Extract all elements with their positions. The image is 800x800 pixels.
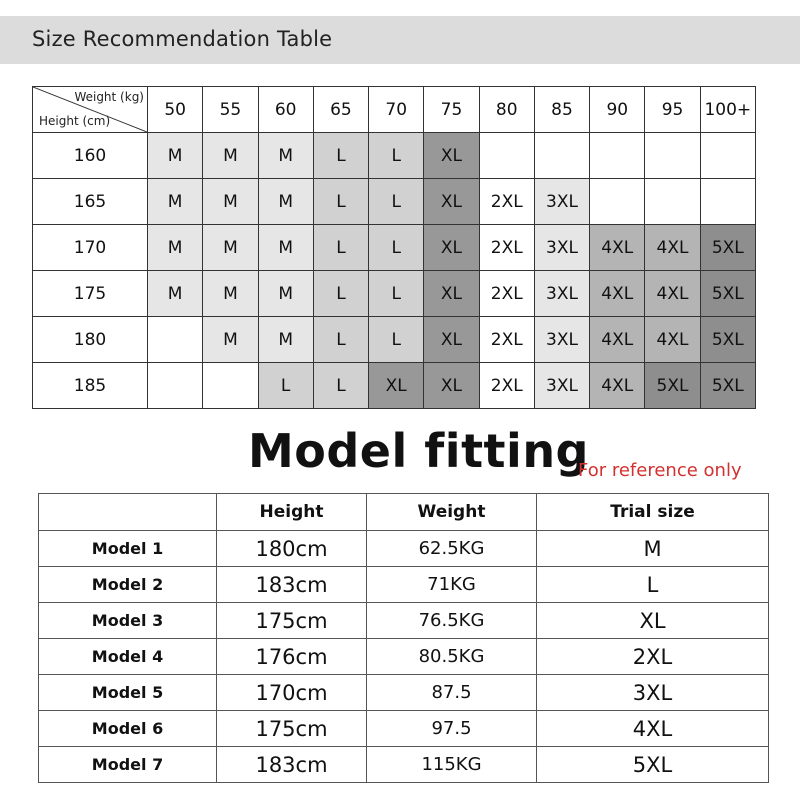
size-cell: 4XL xyxy=(590,317,645,363)
size-cell: 3XL xyxy=(534,225,589,271)
model-name-cell: Model 4 xyxy=(39,639,217,675)
model-weight-cell: 76.5KG xyxy=(367,603,537,639)
empty-size-cell xyxy=(148,363,203,409)
size-cell: M xyxy=(203,225,258,271)
size-cell: XL xyxy=(424,133,479,179)
weight-header-cell: 55 xyxy=(203,87,258,133)
model-trial-size-cell: XL xyxy=(537,603,769,639)
size-cell: 4XL xyxy=(645,271,700,317)
size-cell: L xyxy=(313,179,368,225)
model-trial-size-cell: 2XL xyxy=(537,639,769,675)
size-cell: XL xyxy=(424,225,479,271)
model-height-cell: 183cm xyxy=(217,567,367,603)
size-cell: L xyxy=(258,363,313,409)
size-cell: M xyxy=(148,179,203,225)
size-cell: M xyxy=(258,225,313,271)
weight-header-cell: 75 xyxy=(424,87,479,133)
weight-header-cell: 70 xyxy=(369,87,424,133)
size-table-row xyxy=(33,225,756,271)
empty-size-cell xyxy=(479,133,534,179)
model-row xyxy=(39,567,769,603)
model-fitting-title: Model fitting xyxy=(248,424,589,478)
size-cell: 4XL xyxy=(590,363,645,409)
model-row xyxy=(39,747,769,783)
weight-header-cell: 100+ xyxy=(700,87,755,133)
model-name-cell: Model 6 xyxy=(39,711,217,747)
size-table-title: Size Recommendation Table xyxy=(32,27,333,51)
size-recommendation-table xyxy=(32,86,756,409)
model-name-cell: Model 2 xyxy=(39,567,217,603)
size-cell: L xyxy=(313,133,368,179)
size-cell: 5XL xyxy=(700,225,755,271)
weight-header-cell: 60 xyxy=(258,87,313,133)
size-cell: 4XL xyxy=(590,225,645,271)
empty-size-cell xyxy=(534,133,589,179)
size-cell: M xyxy=(258,317,313,363)
model-weight-cell: 80.5KG xyxy=(367,639,537,675)
model-trial-size-cell: 4XL xyxy=(537,711,769,747)
size-cell: 3XL xyxy=(534,317,589,363)
size-cell: L xyxy=(369,179,424,225)
size-cell: XL xyxy=(424,271,479,317)
size-cell: L xyxy=(313,363,368,409)
model-row xyxy=(39,531,769,567)
model-name-cell: Model 7 xyxy=(39,747,217,783)
height-cell: 170 xyxy=(33,225,148,271)
size-cell: XL xyxy=(424,179,479,225)
weight-header-cell: 95 xyxy=(645,87,700,133)
size-cell: 5XL xyxy=(700,317,755,363)
model-name-cell: Model 3 xyxy=(39,603,217,639)
model-header-height: Height xyxy=(217,494,367,531)
size-cell: L xyxy=(313,225,368,271)
model-height-cell: 170cm xyxy=(217,675,367,711)
model-height-cell: 176cm xyxy=(217,639,367,675)
size-cell: M xyxy=(148,271,203,317)
empty-size-cell xyxy=(148,317,203,363)
size-cell: 5XL xyxy=(645,363,700,409)
size-cell: M xyxy=(258,133,313,179)
model-name-cell: Model 1 xyxy=(39,531,217,567)
size-cell: 4XL xyxy=(590,271,645,317)
size-table-header-row xyxy=(33,87,756,133)
model-height-cell: 180cm xyxy=(217,531,367,567)
size-table-row xyxy=(33,363,756,409)
model-row xyxy=(39,603,769,639)
model-row xyxy=(39,711,769,747)
weight-header-cell: 50 xyxy=(148,87,203,133)
size-cell: L xyxy=(369,133,424,179)
model-table-header-row xyxy=(39,494,769,531)
size-cell: M xyxy=(148,225,203,271)
height-cell: 175 xyxy=(33,271,148,317)
model-trial-size-cell: 5XL xyxy=(537,747,769,783)
size-cell: XL xyxy=(369,363,424,409)
size-cell: L xyxy=(313,317,368,363)
model-weight-cell: 115KG xyxy=(367,747,537,783)
empty-size-cell xyxy=(590,133,645,179)
model-weight-cell: 87.5 xyxy=(367,675,537,711)
size-cell: L xyxy=(369,225,424,271)
empty-size-cell xyxy=(645,179,700,225)
size-cell: 4XL xyxy=(645,317,700,363)
size-cell: L xyxy=(313,271,368,317)
empty-size-cell xyxy=(700,179,755,225)
model-trial-size-cell: L xyxy=(537,567,769,603)
height-cell: 180 xyxy=(33,317,148,363)
size-table-row xyxy=(33,133,756,179)
height-axis-label: Height (cm) xyxy=(39,114,111,128)
weight-header-cell: 65 xyxy=(313,87,368,133)
model-header-weight: Weight xyxy=(367,494,537,531)
size-cell: XL xyxy=(424,363,479,409)
empty-size-cell xyxy=(645,133,700,179)
model-trial-size-cell: M xyxy=(537,531,769,567)
size-cell: 2XL xyxy=(479,179,534,225)
size-cell: XL xyxy=(424,317,479,363)
reference-note: For reference only xyxy=(578,460,742,481)
weight-header-cell: 90 xyxy=(590,87,645,133)
height-cell: 165 xyxy=(33,179,148,225)
size-table-corner-cell xyxy=(33,87,148,133)
model-row xyxy=(39,675,769,711)
empty-size-cell xyxy=(590,179,645,225)
size-cell: 3XL xyxy=(534,179,589,225)
model-name-cell: Model 5 xyxy=(39,675,217,711)
weight-header-cell: 85 xyxy=(534,87,589,133)
size-cell: 3XL xyxy=(534,363,589,409)
size-cell: M xyxy=(148,133,203,179)
size-cell: M xyxy=(203,179,258,225)
size-table-row xyxy=(33,271,756,317)
empty-size-cell xyxy=(700,133,755,179)
size-cell: 2XL xyxy=(479,363,534,409)
model-header-empty xyxy=(39,494,217,531)
size-cell: 2XL xyxy=(479,317,534,363)
size-cell: L xyxy=(369,271,424,317)
height-cell: 185 xyxy=(33,363,148,409)
size-cell: M xyxy=(203,271,258,317)
model-weight-cell: 97.5 xyxy=(367,711,537,747)
model-height-cell: 175cm xyxy=(217,711,367,747)
size-table-row xyxy=(33,179,756,225)
size-cell: L xyxy=(369,317,424,363)
size-cell: 3XL xyxy=(534,271,589,317)
model-fitting-table xyxy=(38,493,769,783)
model-trial-size-cell: 3XL xyxy=(537,675,769,711)
model-row xyxy=(39,639,769,675)
height-cell: 160 xyxy=(33,133,148,179)
size-cell: 4XL xyxy=(645,225,700,271)
size-cell: M xyxy=(203,133,258,179)
size-table-row xyxy=(33,317,756,363)
model-header-trial-size: Trial size xyxy=(537,494,769,531)
size-cell: M xyxy=(203,317,258,363)
empty-size-cell xyxy=(203,363,258,409)
size-cell: M xyxy=(258,271,313,317)
model-height-cell: 183cm xyxy=(217,747,367,783)
size-cell: 5XL xyxy=(700,363,755,409)
model-weight-cell: 62.5KG xyxy=(367,531,537,567)
weight-header-cell: 80 xyxy=(479,87,534,133)
size-cell: M xyxy=(258,179,313,225)
size-cell: 2XL xyxy=(479,271,534,317)
weight-axis-label: Weight (kg) xyxy=(74,90,144,104)
model-height-cell: 175cm xyxy=(217,603,367,639)
model-weight-cell: 71KG xyxy=(367,567,537,603)
size-cell: 2XL xyxy=(479,225,534,271)
size-cell: 5XL xyxy=(700,271,755,317)
